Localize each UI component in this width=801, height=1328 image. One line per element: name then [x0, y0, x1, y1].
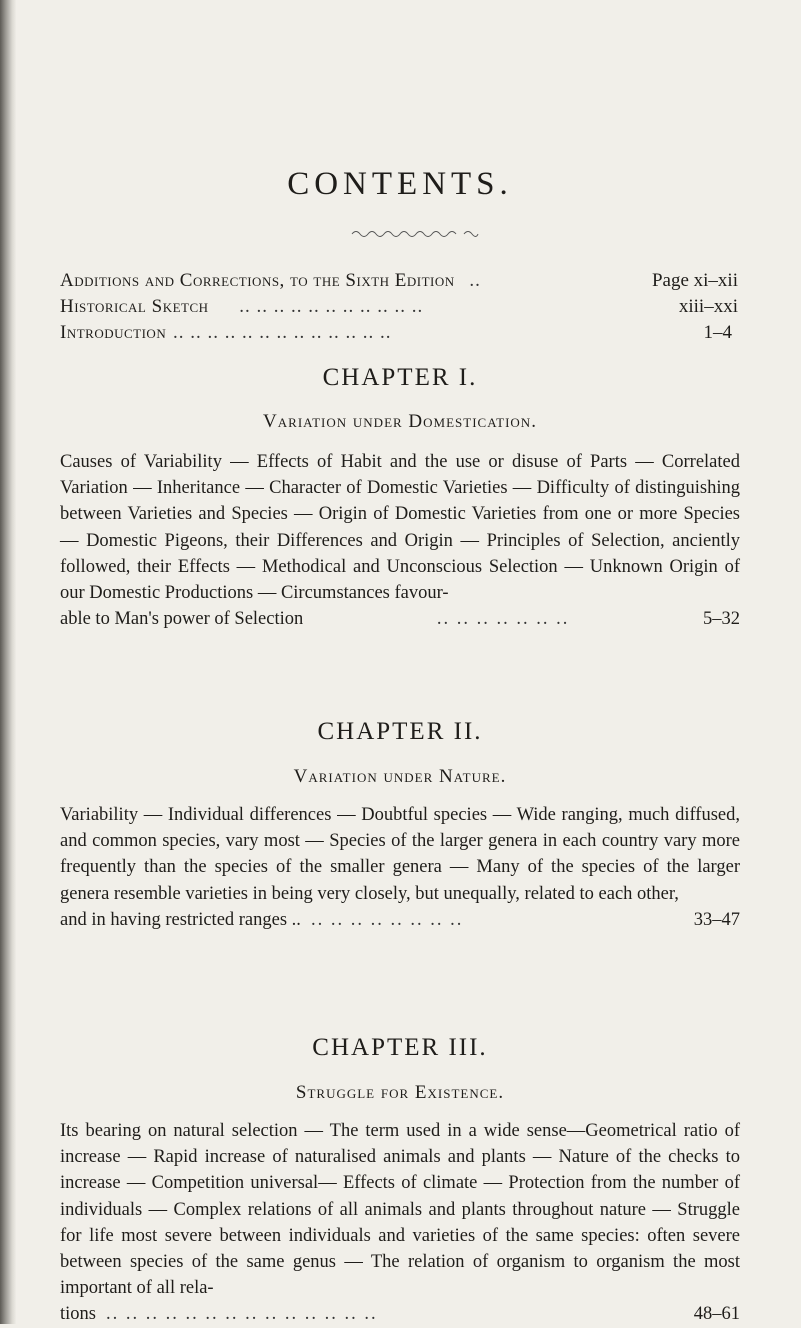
chapter-3-heading: CHAPTER III.: [312, 1034, 488, 1061]
chapter-2-title[interactable]: Variation under Nature.: [293, 766, 507, 787]
chapter-1-summary-text: Causes of Variability — Effects of Habit and the use or disuse of Parts — Correlated Variation — Inheritance — Character of Domestic Varieties — Difficulty of distinguishing between Varieties and Species — Origin of Domestic Varieties from one or more Species — Domestic Pigeons, their Differences and Origin — Principles of Selection, anciently followed, their Effects — Methodical and Unconscious Selection — Unknown Origin of our Domestic Productions — Circumstances favour-: [60, 452, 740, 604]
chapter-1-summary: [60, 449, 740, 632]
chapter-3-summary-tail: tions: [60, 1304, 96, 1325]
toc-entry-historical-sketch[interactable]: [60, 294, 740, 320]
leader-dots: .. .. .. .. .. .. .. .. .. .. .. .. .. ..: [105, 1304, 378, 1325]
toc-entry-label: Historical Sketch: [60, 296, 209, 317]
page-title: CONTENTS.: [287, 166, 513, 202]
wavy-ornament-divider: [350, 228, 480, 240]
toc-entry-page: 1–4: [698, 320, 733, 346]
toc-entry-page: xiii–xxi: [673, 294, 738, 320]
book-spine-shadow: [0, 0, 16, 1324]
chapter-1-title[interactable]: Variation under Domestication.: [263, 411, 537, 432]
chapter-2-heading: CHAPTER II.: [317, 718, 483, 745]
leader-dots: .. .. .. .. .. .. .. .. .. .. .. .. ..: [172, 322, 392, 343]
chapter-1-summary-tail: able to Man's power of Selection: [60, 609, 304, 630]
leader-dots: .. .. .. .. .. .. .. .. .. .. ..: [239, 296, 424, 317]
chapter-1-pages: 5–32: [703, 609, 740, 630]
toc-entry-label: Introduction: [60, 322, 167, 343]
toc-entry-label: Additions and Corrections, to the Sixth Edition: [60, 270, 455, 291]
chapter-1-heading: CHAPTER I.: [322, 364, 478, 391]
chapter-2-pages: 33–47: [693, 909, 740, 930]
toc-entry-introduction[interactable]: [60, 320, 740, 346]
chapter-3-pages: 48–61: [693, 1304, 740, 1325]
chapter-2-summary-text: Variability — Individual differences — Doubtful species — Wide ranging, much diffused, and common species, vary most — Species of the larger genera in each country vary more frequently than the species of the smaller genera — Many of the species of the larger genera resemble varieties in being very closely, but unequally, related to each other,: [60, 805, 740, 904]
leader-dots: ..: [469, 270, 481, 291]
chapter-1-page-line[interactable]: [60, 606, 740, 632]
chapter-3-title[interactable]: Struggle for Existence.: [295, 1082, 505, 1103]
toc-entry-page: Page xi–xii: [646, 268, 738, 294]
toc-entry-additions[interactable]: [60, 268, 740, 294]
chapter-2-summary-tail: and in having restricted ranges ..: [60, 909, 301, 930]
chapter-2-summary: [60, 802, 740, 933]
leader-dots: .. .. .. .. .. .. .. ..: [310, 909, 464, 930]
leader-dots: .. .. .. .. .. .. ..: [436, 609, 570, 630]
chapter-3-summary-text: Its bearing on natural selection — The term used in a wide sense—Geometrical ratio of increase — Rapid increase of naturalised animals and plants — Nature of the checks to increase — Competition universal— Effects of climate — Protection from the number of individuals — Complex relations of all animals and plants throughout nature — Struggle for life most severe between individuals and varieties of the same species: often severe between species of the same genus — The relation of organism to organism the most important of all rela-: [60, 1121, 740, 1299]
chapter-3-summary: [60, 1118, 740, 1328]
chapter-2-page-line[interactable]: [60, 907, 740, 933]
